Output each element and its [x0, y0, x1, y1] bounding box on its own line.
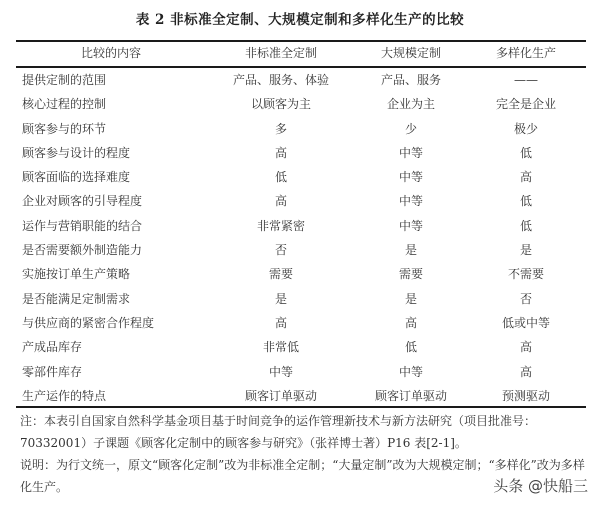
- table-row: [16, 287, 586, 311]
- cell-full-custom: 高: [274, 194, 287, 209]
- table-row: [16, 384, 586, 408]
- table-row: [16, 189, 586, 213]
- cell-mass-custom: 需要: [398, 267, 423, 282]
- row-label: 运作与营销职能的结合: [22, 218, 143, 233]
- cell-full-custom: 需要: [268, 267, 293, 282]
- cell-full-custom: 多: [274, 121, 287, 136]
- cell-mass-custom: 中等: [398, 194, 423, 209]
- bottom-rule: [16, 406, 586, 408]
- cell-mass-custom: 中等: [398, 145, 423, 160]
- cell-full-custom: 高: [274, 315, 287, 330]
- cell-mass-custom: 是: [404, 243, 417, 258]
- table-header: [16, 44, 586, 64]
- table-row: [16, 238, 586, 262]
- row-label: 零部件库存: [22, 364, 83, 379]
- row-label: 核心过程的控制: [22, 97, 107, 112]
- table-row: [16, 214, 586, 238]
- table-row: [16, 141, 586, 165]
- table-row: [16, 92, 586, 116]
- row-label: 是否能满足定制需求: [22, 291, 131, 306]
- header-full-custom: 非标准全定制: [244, 46, 317, 60]
- row-label: 顾客参与设计的程度: [22, 145, 131, 160]
- cell-diversified: 极少: [513, 121, 538, 136]
- cell-diversified: 高: [519, 340, 532, 355]
- table-row: [16, 117, 586, 141]
- cell-diversified: 否: [519, 291, 532, 306]
- cell-full-custom: 高: [274, 145, 287, 160]
- row-label: 提供定制的范围: [22, 73, 107, 87]
- header-diversified: 多样化生产: [495, 46, 556, 60]
- cell-diversified: ——: [514, 73, 538, 87]
- table-body: [16, 68, 586, 408]
- row-label: 顾客参与的环节: [22, 121, 107, 136]
- cell-full-custom: 产品、服务、体验: [232, 73, 329, 87]
- explanation-note: 说明：为行文统一，原文“顾客化定制”改为非标准全定制；“大量定制”改为大规模定制；“多样化”改为多样化生产。: [20, 458, 585, 494]
- row-label: 产成品库存: [22, 340, 83, 355]
- cell-mass-custom: 企业为主: [386, 97, 435, 112]
- cell-diversified: 完全是企业: [495, 97, 556, 112]
- table-row: [16, 165, 586, 189]
- watermark: 头条 @快船三: [493, 477, 588, 495]
- table-row: [16, 360, 586, 384]
- cell-full-custom: 是: [274, 291, 287, 306]
- cell-mass-custom: 顾客订单驱动: [374, 388, 447, 403]
- cell-mass-custom: 产品、服务: [380, 73, 441, 87]
- cell-full-custom: 中等: [268, 364, 293, 379]
- row-label: 企业对顾客的引导程度: [22, 194, 143, 209]
- cell-diversified: 高: [519, 364, 532, 379]
- row-label: 生产运作的特点: [22, 388, 107, 403]
- cell-mass-custom: 中等: [398, 218, 423, 233]
- header-mass-custom: 大规模定制: [380, 46, 441, 60]
- top-rule: [16, 40, 586, 42]
- cell-mass-custom: 中等: [398, 364, 423, 379]
- cell-diversified: 低: [519, 145, 532, 160]
- cell-diversified: 高: [519, 170, 532, 185]
- table-title: 表 2 非标准全定制、大规模定制和多样化生产的比较: [135, 12, 465, 28]
- cell-mass-custom: 少: [404, 121, 417, 136]
- table-row: [16, 262, 586, 286]
- cell-diversified: 不需要: [507, 267, 544, 282]
- header-comparison: 比较的内容: [80, 46, 141, 60]
- cell-full-custom: 否: [274, 243, 287, 258]
- row-label: 实施按订单生产策略: [22, 267, 131, 282]
- cell-full-custom: 非常紧密: [256, 218, 305, 233]
- table-row: [16, 311, 586, 335]
- row-label: 与供应商的紧密合作程度: [22, 315, 155, 330]
- cell-diversified: 预测驱动: [501, 388, 550, 403]
- row-label: 顾客面临的选择难度: [22, 170, 131, 185]
- table-row: [16, 68, 586, 92]
- cell-diversified: 低: [519, 218, 532, 233]
- cell-diversified: 是: [519, 243, 532, 258]
- cell-diversified: 低或中等: [501, 315, 550, 330]
- cell-full-custom: 非常低: [262, 340, 299, 355]
- cell-mass-custom: 是: [404, 291, 417, 306]
- cell-full-custom: 以顾客为主: [250, 97, 311, 112]
- source-note: 注：本表引自国家自然科学基金项目基于时间竞争的运作管理新技术与新方法研究（项目批准号：70332001）子课题《顾客化定制中的顾客参与研究》（张祥博士著）P16 表[2-1]。: [20, 414, 537, 450]
- cell-mass-custom: 低: [404, 340, 417, 355]
- cell-diversified: 低: [519, 194, 532, 209]
- cell-mass-custom: 高: [404, 315, 417, 330]
- cell-full-custom: 低: [274, 170, 287, 185]
- row-label: 是否需要额外制造能力: [22, 243, 143, 258]
- table-row: [16, 335, 586, 359]
- cell-mass-custom: 中等: [398, 170, 423, 185]
- cell-full-custom: 顾客订单驱动: [244, 388, 317, 403]
